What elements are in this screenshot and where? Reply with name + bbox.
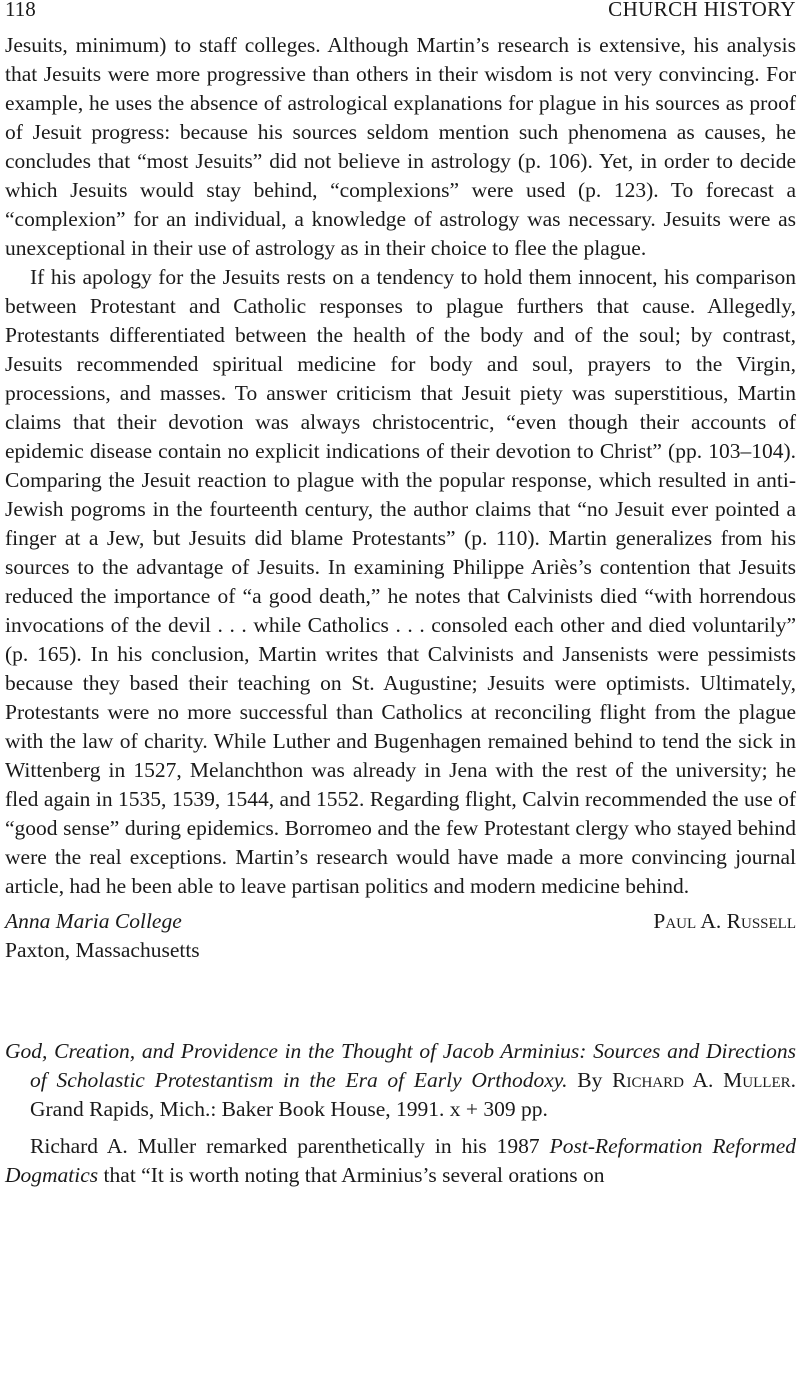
reviewer-signature <box>5 907 796 965</box>
reviewer-name: Paul A. Russell <box>653 909 796 933</box>
page-number: 118 <box>5 0 36 21</box>
citation-by: By <box>567 1068 613 1092</box>
journal-title: CHURCH HISTORY <box>608 0 796 21</box>
review-russell <box>5 31 796 965</box>
review-muller-book <box>5 1037 796 1190</box>
review-paragraph-1: Jesuits, minimum) to staff colleges. Although Martin’s research is extensive, his analysis that Jesuits were more progressive than others in their wisdom is not very convincing. For example, he uses the absence of astrological explanations for plague in his sources as proof of Jesuit progress: because his sources seldom mention such phenomena as causes, he concludes that “most Jesuits” did not believe in astrology (p. 106). Yet, in order to decide which Jesuits would stay behind, “complexions” were used (p. 123). To forecast a “complexion” for an individual, a knowledge of astrology was necessary. Jesuits were as unexceptional in their use of astrology as in their choice to flee the plague. <box>5 33 796 260</box>
cited-work-title: Post-Reformation Reformed Dogmatics <box>5 1134 796 1187</box>
review-paragraph-opening <box>5 1132 796 1190</box>
running-head <box>5 0 796 31</box>
opening-text-end: that “It is worth noting that Arminius’s several orations on <box>98 1163 605 1187</box>
book-title: God, Creation, and Providence in the Thought of Jacob Arminius: Sources and Directions of Scholastic Protestantism in the Era of Early Orthodoxy. <box>5 1039 796 1092</box>
book-citation <box>5 1037 796 1124</box>
review-paragraph-2: If his apology for the Jesuits rests on a tendency to hold them innocent, his comparison between Protestant and Catholic responses to plague furthers that cause. Allegedly, Protestants differentiated between the health of the body and of the soul; by contrast, Jesuits recommended spiritual medicine for body and soul, prayers to the Virgin, processions, and masses. To answer criticism that Jesuit piety was superstitious, Martin claims that their devotion was always christocentric, “even though their accounts of epidemic disease contain no explicit indications of their devotion to Christ” (pp. 103–104). Comparing the Jesuit reaction to plague with the popular response, which resulted in anti-Jewish pogroms in the fourteenth century, the author claims that “no Jesuit ever pointed a finger at a Jew, but Jesuits did blame Protestants” (p. 110). Martin generalizes from his sources to the advantage of Jesuits. In examining Philippe Ariès’s contention that Jesuits reduced the importance of “a good death,” he notes that Calvinists died “with horrendous invocations of the devil . . . while Catholics . . . consoled each other and died voluntarily” (p. 165). In his conclusion, Martin writes that Calvinists and Jansenists were pessimists because they based their teaching on St. Augustine; Jesuits were optimists. Ultimately, Protestants were no more successful than Catholics at reconciling flight from the plague with the law of charity. While Luther and Bugenhagen remained behind to tend the sick in Wittenberg in 1527, Melanchthon was already in Jena with the rest of the university; he fled again in 1535, 1539, 1544, and 1552. Regarding flight, Calvin recommended the use of “good sense” during epidemics. Borromeo and the few Protestant clergy who stayed behind were the real exceptions. Martin’s research would have made a more convincing journal article, had he been able to leave partisan politics and modern medicine behind. <box>5 265 796 898</box>
reviewer-location: Paxton, Massachusetts <box>5 938 200 962</box>
book-author: Richard A. Muller. <box>612 1068 796 1092</box>
section-gap <box>5 965 796 1037</box>
book-publisher: Grand Rapids, Mich.: Baker Book House, 1991. x + 309 pp. <box>30 1097 548 1121</box>
reviewer-affiliation: Anna Maria College <box>5 909 182 933</box>
opening-text-start: Richard A. Muller remarked parenthetically in his 1987 <box>30 1134 550 1158</box>
